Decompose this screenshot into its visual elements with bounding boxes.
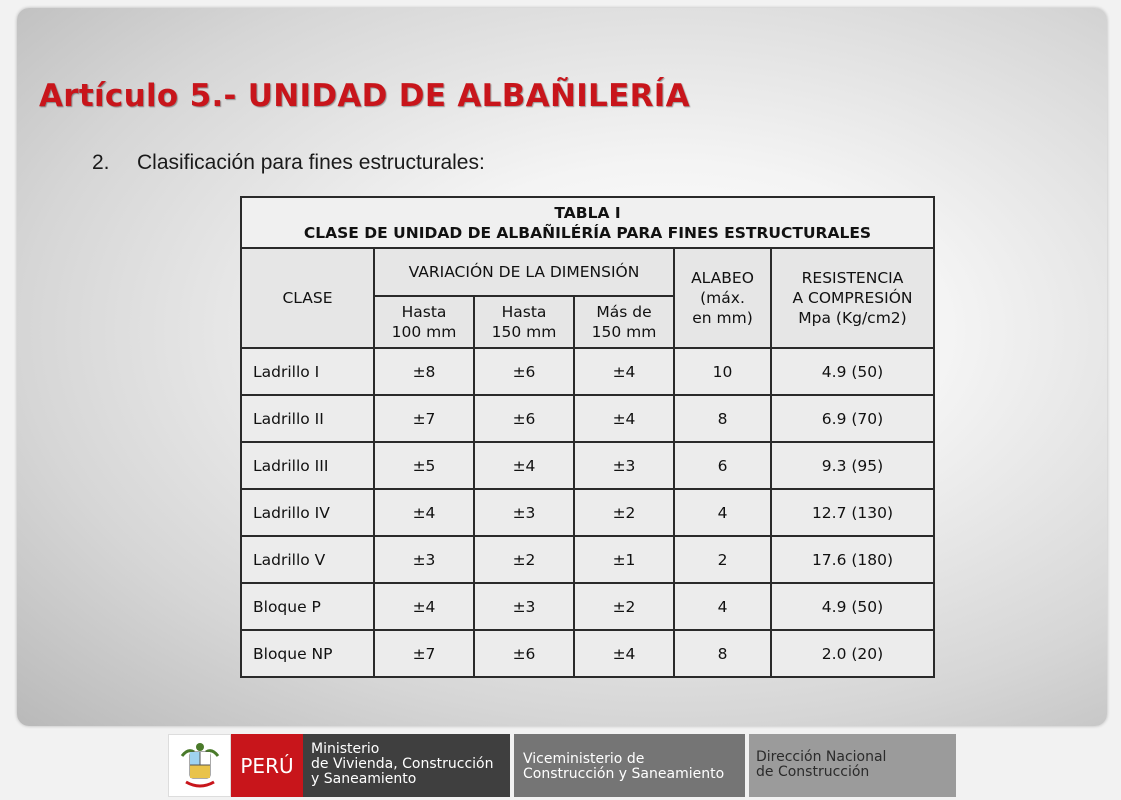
cell-alabeo: 6 <box>674 442 771 489</box>
cell-mas-150: ±3 <box>574 442 674 489</box>
cell-hasta-100: ±3 <box>374 536 474 583</box>
ministerio-line3: y Saneamiento <box>311 771 417 787</box>
table-caption-line2: CLASE DE UNIDAD DE ALBAÑILÉRÍA PARA FINES ESTRUCTURALES <box>303 223 872 242</box>
header-hasta-150-line2: 150 mm <box>491 323 557 341</box>
cell-resistencia: 4.9 (50) <box>771 583 934 630</box>
cell-clase: Ladrillo II <box>241 395 374 442</box>
peru-coat-of-arms <box>168 734 231 797</box>
classification-table <box>240 196 935 678</box>
header-alabeo-line3: en mm) <box>692 309 753 327</box>
direccion-line1: Dirección Nacional <box>756 749 887 765</box>
header-mas-150 <box>574 296 674 348</box>
cell-clase: Ladrillo I <box>241 348 374 395</box>
cell-hasta-100: ±4 <box>374 583 474 630</box>
cell-hasta-100: ±7 <box>374 630 474 677</box>
cell-mas-150: ±2 <box>574 583 674 630</box>
cell-clase: Ladrillo III <box>241 442 374 489</box>
coat-of-arms-icon <box>178 740 222 792</box>
header-clase: CLASE <box>241 248 374 348</box>
header-alabeo-line1: ALABEO <box>691 269 754 287</box>
cell-clase: Bloque P <box>241 583 374 630</box>
header-hasta-150-line1: Hasta <box>501 303 547 321</box>
header-mas-150-line1: Más de <box>596 303 652 321</box>
cell-mas-150: ±4 <box>574 395 674 442</box>
table-row <box>241 442 934 489</box>
cell-hasta-150: ±2 <box>474 536 574 583</box>
cell-mas-150: ±2 <box>574 489 674 536</box>
viceministerio-block <box>514 734 745 797</box>
header-hasta-100-line2: 100 mm <box>391 323 457 341</box>
cell-resistencia: 17.6 (180) <box>771 536 934 583</box>
cell-clase: Ladrillo V <box>241 536 374 583</box>
cell-alabeo: 8 <box>674 630 771 677</box>
peru-brand: PERÚ <box>231 734 303 797</box>
cell-resistencia: 4.9 (50) <box>771 348 934 395</box>
slide-title: Artículo 5.- UNIDAD DE ALBAÑILERÍA <box>39 78 690 114</box>
cell-hasta-150: ±4 <box>474 442 574 489</box>
cell-hasta-150: ±3 <box>474 583 574 630</box>
cell-resistencia: 6.9 (70) <box>771 395 934 442</box>
table-row <box>241 348 934 395</box>
cell-hasta-150: ±6 <box>474 630 574 677</box>
direccion-line2: de Construcción <box>756 764 870 780</box>
cell-clase: Ladrillo IV <box>241 489 374 536</box>
header-hasta-150 <box>474 296 574 348</box>
viceministerio-line2: Construcción y Saneamiento <box>523 766 725 782</box>
table-row <box>241 583 934 630</box>
header-resistencia-line1: RESISTENCIA <box>801 269 904 287</box>
header-alabeo-line2: (máx. <box>700 289 745 307</box>
cell-hasta-150: ±3 <box>474 489 574 536</box>
cell-alabeo: 4 <box>674 489 771 536</box>
header-hasta-100-line1: Hasta <box>401 303 447 321</box>
table-row <box>241 395 934 442</box>
table-caption-line1: TABLA I <box>554 203 621 222</box>
cell-hasta-100: ±4 <box>374 489 474 536</box>
subtitle-text: Clasificación para fines estructurales: <box>137 151 485 174</box>
cell-alabeo: 10 <box>674 348 771 395</box>
cell-resistencia: 9.3 (95) <box>771 442 934 489</box>
cell-resistencia: 12.7 (130) <box>771 489 934 536</box>
cell-hasta-100: ±7 <box>374 395 474 442</box>
header-mas-150-line2: 150 mm <box>591 323 657 341</box>
ministerio-line1: Ministerio <box>311 741 380 757</box>
cell-clase: Bloque NP <box>241 630 374 677</box>
cell-hasta-150: ±6 <box>474 348 574 395</box>
table-caption <box>241 197 934 248</box>
cell-mas-150: ±4 <box>574 630 674 677</box>
cell-mas-150: ±1 <box>574 536 674 583</box>
cell-resistencia: 2.0 (20) <box>771 630 934 677</box>
subtitle <box>92 151 485 175</box>
slide-panel <box>17 8 1107 726</box>
cell-hasta-100: ±8 <box>374 348 474 395</box>
ministerio-block <box>303 734 510 797</box>
ministerio-line2: de Vivienda, Construcción <box>311 756 494 772</box>
cell-hasta-150: ±6 <box>474 395 574 442</box>
header-resistencia-line3: Mpa (Kg/cm2) <box>798 309 907 327</box>
table-row <box>241 630 934 677</box>
cell-hasta-100: ±5 <box>374 442 474 489</box>
cell-alabeo: 8 <box>674 395 771 442</box>
header-resistencia <box>771 248 934 348</box>
table-row <box>241 489 934 536</box>
subtitle-number: 2. <box>92 151 110 174</box>
cell-alabeo: 4 <box>674 583 771 630</box>
viceministerio-line1: Viceministerio de <box>523 751 645 767</box>
table-row <box>241 536 934 583</box>
header-hasta-100 <box>374 296 474 348</box>
direccion-block <box>749 734 956 797</box>
cell-mas-150: ±4 <box>574 348 674 395</box>
header-variacion: VARIACIÓN DE LA DIMENSIÓN <box>374 248 674 296</box>
cell-alabeo: 2 <box>674 536 771 583</box>
header-alabeo <box>674 248 771 348</box>
header-resistencia-line2: A COMPRESIÓN <box>792 289 913 307</box>
